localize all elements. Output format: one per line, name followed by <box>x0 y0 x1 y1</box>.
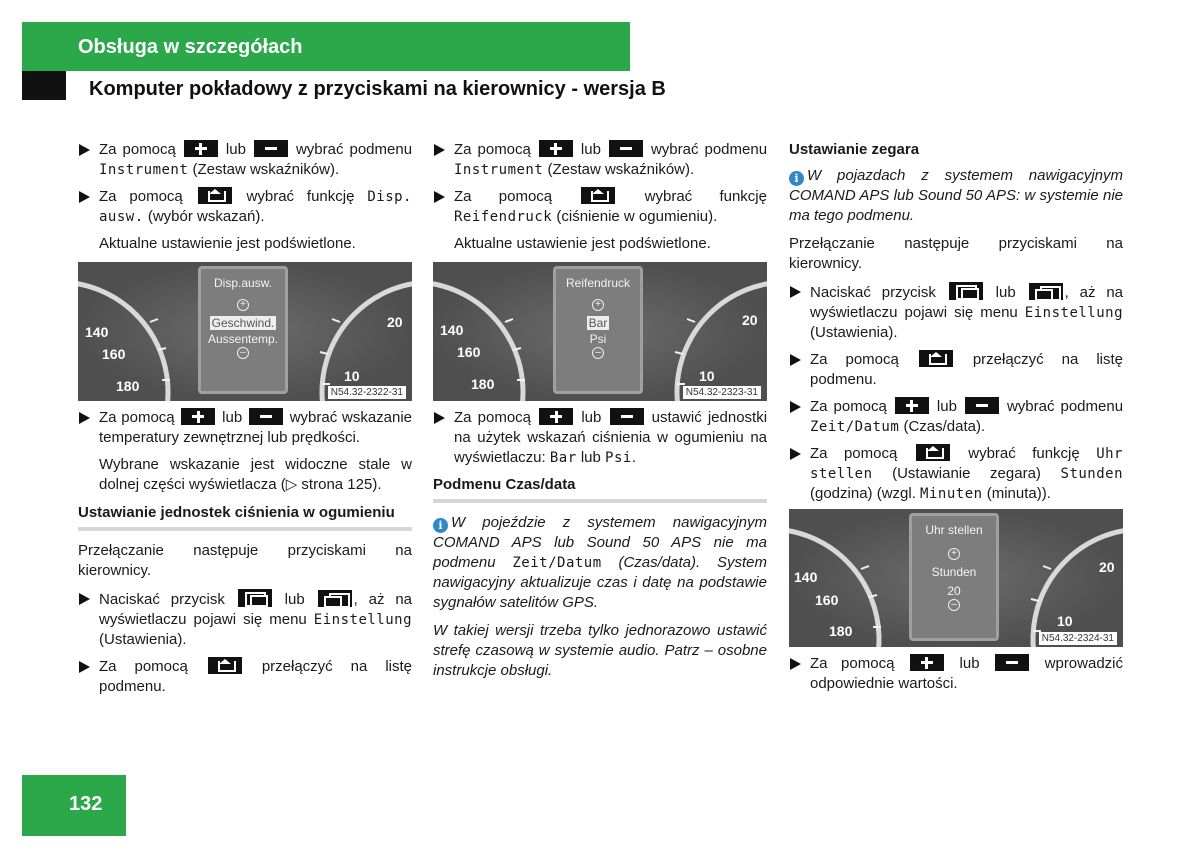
step: Za pomocą lub wprowadzić odpowiednie wartości. <box>789 654 1123 694</box>
step: Za pomocą lub wybrać podmenu Zeit/Datum (Czas/data). <box>789 397 1123 437</box>
info-icon: i <box>789 171 804 186</box>
arrow-icon <box>790 401 801 413</box>
figure-display-select <box>78 262 412 401</box>
page-number: 132 <box>69 793 103 815</box>
gauge-tick-label: 10 <box>344 368 360 384</box>
plus-circle-icon: + <box>592 299 604 311</box>
plus-key-icon <box>910 654 944 671</box>
gauge-tick-label: 160 <box>102 346 126 362</box>
arrow-icon <box>790 286 801 298</box>
arrow-icon <box>79 191 90 203</box>
column-3 <box>789 140 1123 511</box>
section-header <box>22 22 630 71</box>
figure-clock-setting <box>789 509 1123 647</box>
display-title: Disp.ausw. <box>213 276 273 290</box>
display-item: Stunden <box>931 565 977 579</box>
arrow-icon <box>434 412 445 424</box>
gauge-tick-label: 180 <box>116 378 140 394</box>
plus-circle-icon: + <box>237 299 249 311</box>
home-key-icon <box>208 657 242 674</box>
section-heading: Podmenu Czas/data <box>433 475 767 503</box>
page-number-tab <box>22 775 126 836</box>
step: Za pomocą przełączyć na listę podmenu. <box>789 350 1123 390</box>
figure-code: N54.32-2324-31 <box>1039 632 1117 645</box>
plus-key-icon <box>539 140 573 157</box>
plus-key-icon <box>181 408 215 425</box>
page-back-key-icon <box>318 590 352 607</box>
step: Za pomocą lub wybrać podmenu Instrument (Zestaw wskaźników). <box>433 140 767 180</box>
column-1-lower <box>78 408 412 704</box>
plus-key-icon <box>539 408 573 425</box>
display-title: Reifendruck <box>565 276 631 290</box>
minus-key-icon <box>995 654 1029 671</box>
column-2 <box>433 140 767 262</box>
info-note: W takiej wersji trzeba tylko jednorazowo ustawić strefę czasową w systemie audio. Patrz – osobne instrukcje obsługi. <box>433 622 767 679</box>
gauge-tick-label: 180 <box>829 623 853 639</box>
display-item-selected: Geschwind. <box>211 316 275 330</box>
plus-key-icon <box>184 140 218 157</box>
minus-circle-icon: – <box>237 347 249 359</box>
instrument-display <box>909 513 999 641</box>
display-title: Uhr stellen <box>925 523 983 537</box>
figure-code: N54.32-2323-31 <box>683 386 761 399</box>
step: Za pomocą wybrać funkcję Disp. ausw. (wybór wskazań). <box>78 187 412 227</box>
arrow-icon <box>790 354 801 366</box>
step: Za pomocą lub ustawić jednostki na użytek wskazań ciśnienia w ogumieniu na wyświetlaczu: Bar lub Psi. <box>433 408 767 468</box>
figure-code: N54.32-2322-31 <box>328 386 406 399</box>
arrow-icon <box>790 448 801 460</box>
section-title: Obsługa w szczegółach <box>78 36 303 58</box>
arrow-icon <box>79 412 90 424</box>
arrow-icon <box>434 144 445 156</box>
gauge-tick-label: 10 <box>1057 613 1073 629</box>
display-item: Psi <box>589 332 607 346</box>
info-note: i W pojazdach z systemem nawigacyjnym COMAND APS lub Sound 50 APS: w systemie nie ma tego podmenu. <box>789 167 1123 224</box>
header-marker <box>22 71 66 100</box>
instrument-display <box>198 266 288 394</box>
gauge-tick-label: 160 <box>815 592 839 608</box>
gauge-tick-label: 140 <box>794 569 818 585</box>
minus-key-icon <box>965 397 999 414</box>
paragraph: Przełączanie następuje przyciskami na kierownicy. <box>789 235 1123 272</box>
column-1 <box>78 140 412 262</box>
step: Za pomocą przełączyć na listę podmenu. <box>78 657 412 697</box>
column-3-lower <box>789 654 1123 701</box>
step: Za pomocą wybrać funkcję Uhr stellen (Ustawianie zegara) Stunden (godzina) (wzgl. Minuten (minuta)). <box>789 444 1123 504</box>
gauge-tick-label: 20 <box>387 314 403 330</box>
arrow-icon <box>79 144 90 156</box>
gauge-tick-label: 20 <box>1099 559 1115 575</box>
minus-key-icon <box>610 408 644 425</box>
page-back-key-icon <box>1029 283 1063 300</box>
display-item: Aussentemp. <box>207 332 279 346</box>
gauge-tick-label: 20 <box>742 312 758 328</box>
home-key-icon <box>198 187 232 204</box>
display-value: 20 <box>947 584 961 598</box>
home-key-icon <box>916 444 950 461</box>
section-heading: Ustawianie jednostek ciśnienia w ogumieniu <box>78 503 412 531</box>
paragraph: Przełączanie następuje przyciskami na kierownicy. <box>78 542 412 579</box>
gauge-tick-label: 180 <box>471 376 495 392</box>
arrow-icon <box>79 593 90 605</box>
arrow-icon <box>790 658 801 670</box>
note: Wybrane wskazanie jest widoczne stale w dolnej części wyświetlacza (▷ strona 125). <box>99 456 412 493</box>
info-note: i W pojeździe z systemem nawigacyjnym COMAND APS lub Sound 50 APS nie ma podmenu Zeit/Datum (Czas/data). System nawigacyjny aktualizuje czas i datę na podstawie sygnałów satelitów GPS. <box>433 514 767 611</box>
home-key-icon <box>581 187 615 204</box>
arrow-icon <box>79 661 90 673</box>
home-key-icon <box>919 350 953 367</box>
instrument-display <box>553 266 643 394</box>
arrow-icon <box>434 191 445 203</box>
section-heading: Ustawianie zegara <box>789 141 920 158</box>
step: Za pomocą lub wybrać wskazanie temperatury zewnętrznej lub prędkości. <box>78 408 412 448</box>
note: Aktualne ustawienie jest podświetlone. <box>454 235 711 252</box>
minus-circle-icon: – <box>948 599 960 611</box>
step: Za pomocą wybrać funkcję Reifendruck (ciśnienie w ogumieniu). <box>433 187 767 227</box>
step: Naciskać przycisk lub , aż na wyświetlaczu pojawi się menu Einstellung (Ustawienia). <box>78 589 412 650</box>
plus-key-icon <box>895 397 929 414</box>
column-2-lower <box>433 408 767 689</box>
display-item-selected: Bar <box>588 316 608 330</box>
gauge-tick-label: 160 <box>457 344 481 360</box>
minus-key-icon <box>249 408 283 425</box>
minus-key-icon <box>254 140 288 157</box>
page-key-icon <box>238 589 272 607</box>
gauge-tick-label: 10 <box>699 368 715 384</box>
gauge-tick-label: 140 <box>85 324 109 340</box>
minus-circle-icon: – <box>592 347 604 359</box>
note: Aktualne ustawienie jest podświetlone. <box>99 235 356 252</box>
gauge-tick-label: 140 <box>440 322 464 338</box>
page-title: Komputer pokładowy z przyciskami na kierownicy - wersja B <box>89 78 666 100</box>
info-icon: i <box>433 518 448 533</box>
step: Naciskać przycisk lub , aż na wyświetlaczu pojawi się menu Einstellung (Ustawienia). <box>789 282 1123 343</box>
minus-key-icon <box>609 140 643 157</box>
page-key-icon <box>949 282 983 300</box>
plus-circle-icon: + <box>948 548 960 560</box>
figure-tire-pressure <box>433 262 767 401</box>
step: Za pomocą lub wybrać podmenu Instrument (Zestaw wskaźników). <box>78 140 412 180</box>
